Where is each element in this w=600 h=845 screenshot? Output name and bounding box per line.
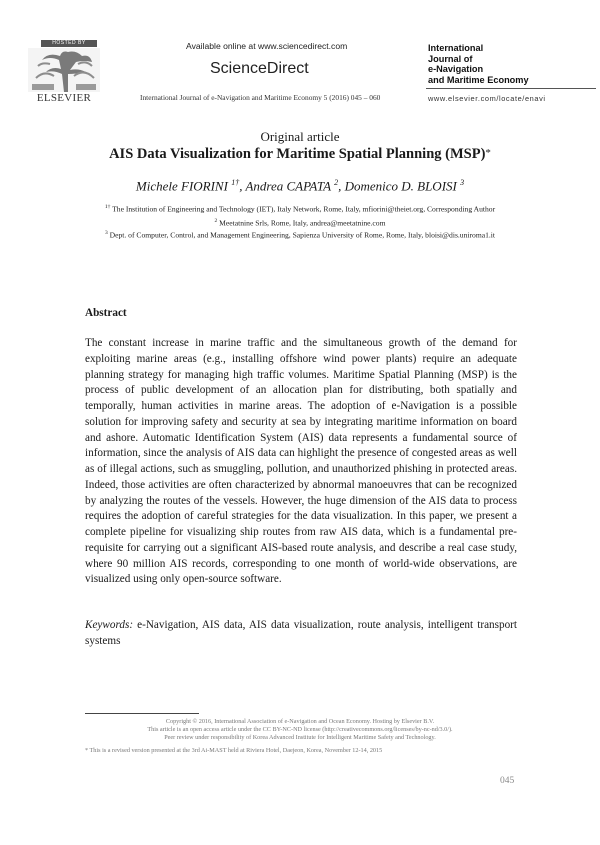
abstract-body: The constant increase in marine traffic and the simultaneous growth of the demand for exploiting marine areas (e.g., installing offshore wind power plants) require an adequate planning strategy for managing high traffic volumes. Maritime Spatial Planning (MSP) is the process of public development of an allocation plan for distributing, both spatially and temporally, human activities in marine areas. The adoption of e-Navigation is a possible solution for improving safety and security at sea by integrating maritime information on board and ashore. Automatic Identification System (AIS) data represents a fundamental source of information, since the analysis of AIS data can highlight the presence of congested areas as well as of illegal actions, such as smuggling, pollution, and unauthorized phishing in protected areas. Indeed, those activities are often characterized by abnormal manoeuvres that can be recognized by analyzing the routes of the vessels. However, the huge dimension of the AIS data to process requires the adoption of careful strategies for the data visualization. In this paper, we present a complete pipeline for visualizing ship routes from raw AIS data, which is a fundamental pre-requisite for carrying out a significant AIS-based route analysis, and describe a real case study, where 90 million AIS records, corresponding to one month of world-wide observations, are visualized using only open-source software. [85,337,517,586]
available-online: Available online at www.sciencedirect.com [186,41,348,51]
affiliation-text: Meetatnine Srls, Rome, Italy, andrea@meetatnine.com [219,218,386,228]
author-list [0,178,600,194]
footnote-divider [85,713,199,714]
author-affil-mark: 3 [460,178,465,187]
affiliation [0,204,600,214]
license-line: This article is an open access article under the CC BY-NC-ND license (http://creativecommons.org/licenses/by-nc-nd/3.0/). [147,726,453,733]
journal-name-line: International [428,43,484,53]
revision-footnote: * This is a revised version presented at the 3rd Ai-MAST held at Riviera Hotel, Daejeon, Korea, November 12-14, 2015 [85,747,383,754]
affiliation-mark: 2 [214,218,218,224]
author-separator: , [239,178,246,194]
elsevier-tree-icon [28,48,100,92]
copyright-line: Copyright © 2016, International Association of e-Navigation and Ocean Economy. Hosting by Elsevier B.V. [165,718,435,725]
author-affil-mark: 2 [334,178,339,187]
page-number: 045 [500,776,515,786]
journal-url[interactable]: www.elsevier.com/locate/enavi [428,94,546,103]
author-separator: , [338,178,345,194]
hosted-by-label: HOSTED BY [41,40,97,47]
author-name: Domenico D. BLOISI [344,178,457,194]
keywords [85,617,517,649]
page-header [0,0,600,110]
affiliation [0,218,600,228]
author-name: Michele FIORINI [135,178,228,194]
article-title-text: AIS Data Visualization for Maritime Spatial Planning (MSP) [109,146,486,162]
publisher-name: ELSEVIER [36,92,92,104]
author-name: Andrea CAPATA [245,178,331,194]
author-affil-mark: 1† [231,178,240,187]
affiliation-text: The Institution of Engineering and Technology (IET), Italy Network, Rome, Italy, mfiorini@theiet.org, Corresponding Author [112,204,496,214]
keywords-label: Keywords: [85,619,134,631]
article-title [0,146,600,163]
title-footnote-mark: * [485,147,491,159]
affiliation-text: Dept. of Computer, Control, and Management Engineering, Sapienza University of Rome, Rome, Italy, bloisi@dis.uniroma1.it [109,230,496,240]
journal-name-line: e-Navigation [428,64,484,74]
journal-divider [426,88,596,89]
affiliation-mark: 3 [104,230,108,236]
copyright-notice [0,718,600,742]
keywords-text: e-Navigation, AIS data, AIS data visualization, route analysis, intelligent transport systems [85,619,517,647]
article-type: Original article [260,129,340,144]
journal-name [428,43,578,85]
journal-name-line: Journal of [428,53,473,64]
affiliation [0,230,600,240]
journal-citation: International Journal of e-Navigation and Maritime Economy 5 (2016) 045 – 060 [140,93,381,102]
abstract-heading: Abstract [85,307,127,319]
peer-review-line: Peer review under responsibility of Korea Advanced Institute for Intelligent Maritime Safety and Technology. [164,734,436,741]
journal-name-line: and Maritime Economy [428,74,529,85]
affiliation-mark: 1† [104,204,111,210]
sciencedirect-title: ScienceDirect [210,60,309,77]
